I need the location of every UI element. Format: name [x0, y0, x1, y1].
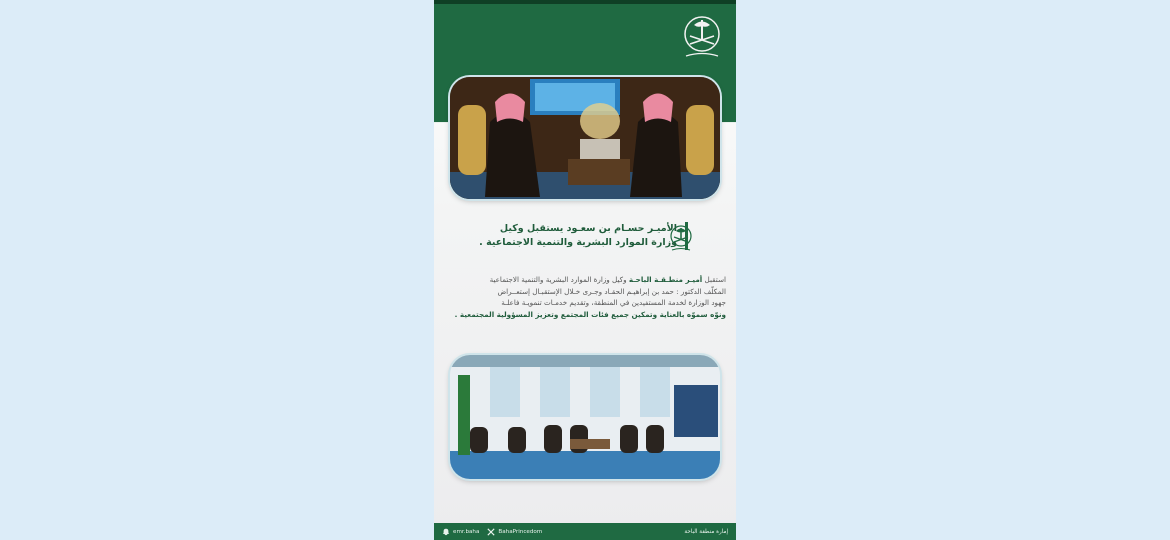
- post-image: [434, 0, 736, 540]
- body-line-3: جهود الوزارة لخدمة المستفيدين في المنطقة، وتقديم خدمـات تنمويـة فاعلـة: [501, 298, 726, 308]
- org-name: إمارة منطقة الباحة: [684, 528, 728, 535]
- body-line-4: ونوّه سموّه بالعناية وتمكين جميع فئات المجتمع وتعزيز المسؤولية المجتمعية .: [454, 309, 726, 319]
- social-handles: [442, 528, 542, 536]
- snapchat-handle: emr.baha: [442, 528, 479, 536]
- x-icon: [487, 528, 495, 536]
- post-footer: [434, 523, 736, 540]
- reception-photo-2: [450, 355, 720, 479]
- headline-line-2: وزارة الموارد البشرية والتنمية الاجتماعية .: [479, 237, 677, 248]
- saudi-emblem-icon: [680, 14, 724, 62]
- snapchat-icon: [442, 528, 450, 536]
- body-line-1: استقبل أميـر منطـقـة الباحـة وكيل وزارة الموارد البشرية والتنمية الاجتماعية: [489, 275, 726, 284]
- headline-block: [467, 222, 688, 250]
- x-handle: BahaPrincedom: [487, 528, 542, 536]
- headline-line-1: الأميـر حسـام بن سعـود يستقبل وكيل: [499, 223, 677, 234]
- article-body: [454, 274, 726, 320]
- body-line-2: المكلّف الدكتور : حمد بن إبراهيـم الحقـاد وجـرى خـلال الإستقبـال إستعــراض: [497, 286, 726, 296]
- reception-photo-1: [450, 77, 720, 199]
